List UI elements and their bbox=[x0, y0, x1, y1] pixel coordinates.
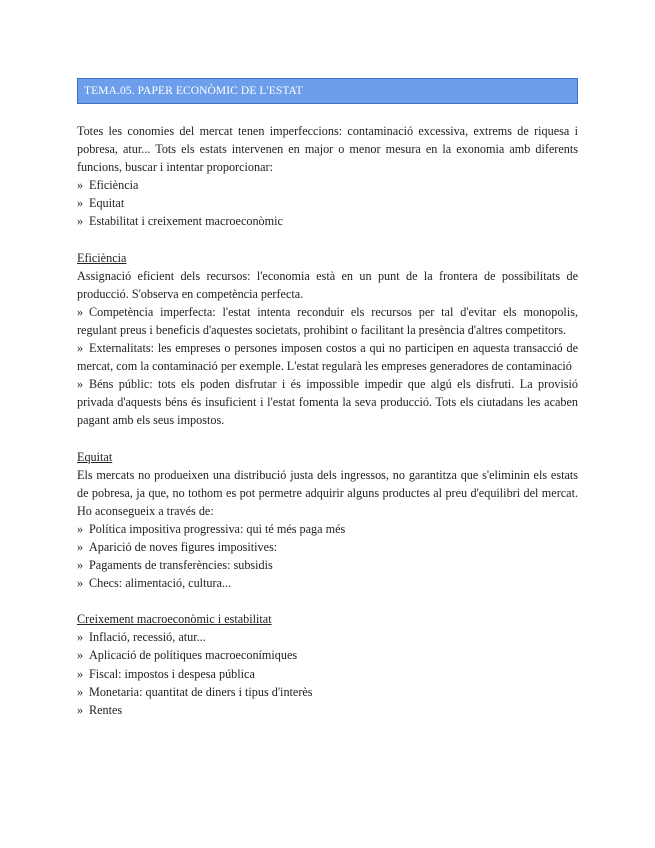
arrow-icon: » bbox=[77, 377, 84, 392]
section-heading-creixement: Creixement macroeconòmic i estabilitat bbox=[77, 612, 272, 627]
creixement-list-item: » Rentes bbox=[77, 701, 578, 719]
arrow-icon: » bbox=[77, 214, 84, 229]
arrow-icon: » bbox=[77, 558, 84, 573]
arrow-icon: » bbox=[77, 304, 84, 319]
equitat-list-item: » Política impositiva progressiva: qui té més paga més bbox=[77, 520, 578, 538]
equitat-list-item: » Pagaments de transferències: subsidis bbox=[77, 556, 578, 574]
title-banner bbox=[77, 78, 578, 104]
document-body bbox=[77, 122, 578, 719]
arrow-icon: » bbox=[77, 684, 84, 699]
intro-list-item: » Equitat bbox=[77, 194, 578, 212]
intro-list-item: » Eficiència bbox=[77, 176, 578, 194]
creixement-list-item: » Fiscal: impostos i despesa pública bbox=[77, 665, 578, 683]
arrow-icon: » bbox=[77, 539, 84, 554]
eficiencia-list-item: » Externalitats: les empreses o persones imposen costos a qui no participen en aquesta transacció de mercat, com la contaminació per exemple. L'estat regularà les empreses generadores de contaminació bbox=[77, 341, 578, 374]
arrow-icon: » bbox=[77, 630, 84, 645]
arrow-icon: » bbox=[77, 702, 84, 717]
arrow-icon: » bbox=[77, 648, 84, 663]
equitat-list-item: » Aparició de noves figures impositives: bbox=[77, 538, 578, 556]
creixement-list-item: » Monetaria: quantitat de diners i tipus d'interès bbox=[77, 683, 578, 701]
arrow-icon: » bbox=[77, 666, 84, 681]
eficiencia-list-item: » Competència imperfecta: l'estat intenta reconduir els recursos per tal d'evitar els monopolis, regulant preus i beneficis d'aquestes societats, prohibint o facilitant la presència d'altres competitors. bbox=[77, 304, 578, 337]
creixement-list-item: » Aplicació de polítiques macroeconímiques bbox=[77, 646, 578, 664]
intro-list-item: » Estabilitat i creixement macroeconòmic bbox=[77, 212, 578, 230]
equitat-list-item: » Checs: alimentació, cultura... bbox=[77, 574, 578, 592]
intro-paragraph: Totes les conomies del mercat tenen imperfeccions: contaminació excessiva, extrems de riquesa i pobresa, atur... Tots els estats intervenen en major o menor mesura en la exonomia amb diferents funcions, buscar i intentar proporcionar: bbox=[77, 124, 578, 175]
arrow-icon: » bbox=[77, 196, 84, 211]
creixement-list-item: » Inflació, recessió, atur... bbox=[77, 628, 578, 646]
arrow-icon: » bbox=[77, 178, 84, 193]
document-title: TEMA.05. PAPER ECONÒMIC DE L'ESTAT bbox=[84, 85, 303, 97]
eficiencia-paragraph: Assignació eficient dels recursos: l'economia està en un punt de la frontera de possibilitats de producció. S'observa en competència perfecta. bbox=[77, 268, 578, 301]
equitat-paragraph: Els mercats no produeixen una distribució justa dels ingressos, no garantitza que s'eliminin els estats de pobresa, ja que, no tothom es pot permetre adquirir alguns productes al preu d'equilibri del mercat. Ho aconsegueix a través de: bbox=[77, 467, 578, 518]
arrow-icon: » bbox=[77, 521, 84, 536]
section-heading-equitat: Equitat bbox=[77, 449, 113, 464]
arrow-icon: » bbox=[77, 576, 84, 591]
arrow-icon: » bbox=[77, 341, 84, 356]
eficiencia-list-item: » Béns públic: tots els poden disfrutar i és impossible impedir que algú els disfruti. La provisió privada d'aquests béns és insuficient i l'estat fomenta la seva producció. Tots els ciutadans les acaben pagant amb els seus impostos. bbox=[77, 377, 578, 428]
section-heading-eficiencia: Eficiència bbox=[77, 250, 127, 265]
